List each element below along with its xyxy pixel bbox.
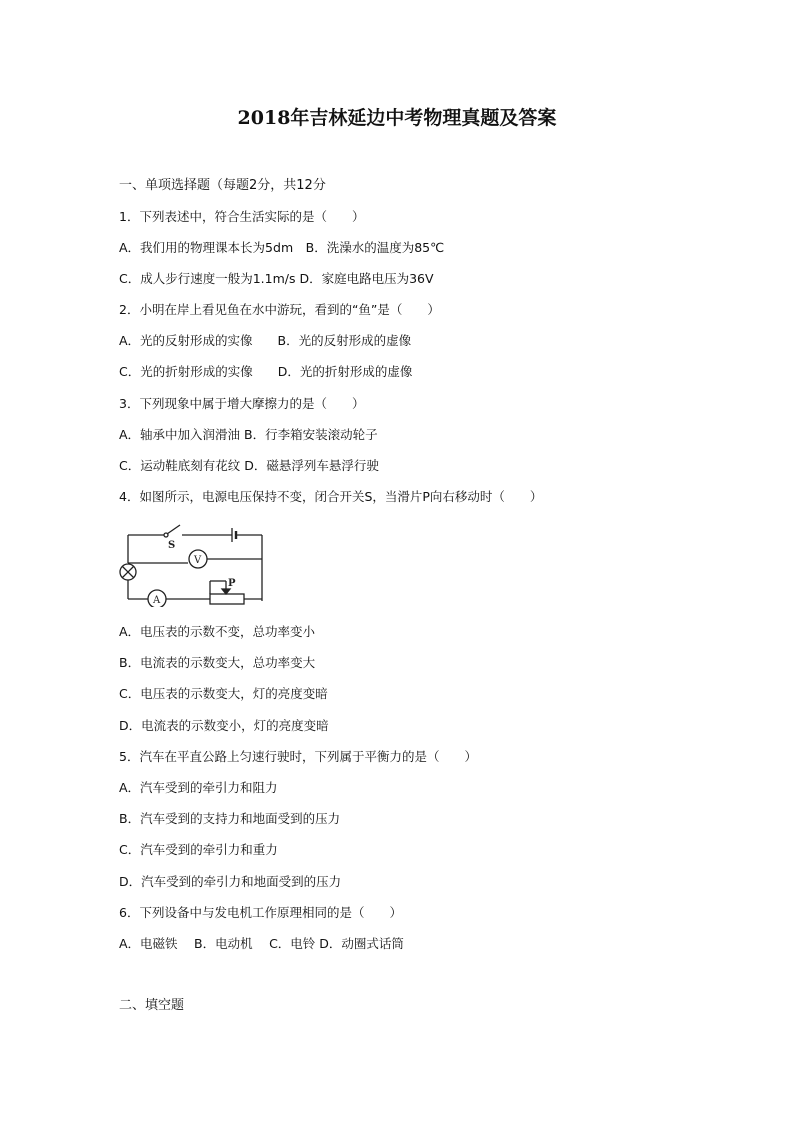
switch-label: S bbox=[168, 540, 176, 551]
question-2-stem: 2．小明在岸上看见鱼在水中游玩，看到的“鱼”是（ ） bbox=[119, 302, 440, 317]
question-1-stem: 1．下列表述中，符合生活实际的是（ ） bbox=[119, 209, 365, 224]
question-1-options-ab: A．我们用的物理课本长为5dm B．洗澡水的温度为85℃ bbox=[119, 240, 445, 255]
question-6-stem: 6．下列设备中与发电机工作原理相同的是（ ） bbox=[119, 905, 402, 920]
question-2-options-cd: C．光的折射形成的实像 D．光的折射形成的虚像 bbox=[119, 364, 413, 379]
circuit-diagram bbox=[116, 519, 268, 607]
question-4-option-c: C．电压表的示数变大，灯的亮度变暗 bbox=[119, 686, 328, 701]
question-5-option-d: D．汽车受到的牵引力和地面受到的压力 bbox=[119, 874, 342, 889]
question-3-stem: 3．下列现象中属于增大摩擦力的是（ ） bbox=[119, 396, 365, 411]
question-3-options-cd: C．运动鞋底刻有花纹 D．磁悬浮列车悬浮行驶 bbox=[119, 458, 379, 473]
question-5-option-b: B．汽车受到的支持力和地面受到的压力 bbox=[119, 811, 341, 826]
page-title: 2018年吉林延边中考物理真题及答案 bbox=[237, 107, 557, 129]
slider-arrow-icon bbox=[222, 589, 230, 594]
question-1-options-cd: C．成人步行速度一般为1.1m/s D．家庭电路电压为36V bbox=[119, 271, 434, 286]
rheostat-icon bbox=[210, 594, 244, 604]
question-3-options-ab: A．轴承中加入润滑油 B．行李箱安装滚动轮子 bbox=[119, 427, 378, 442]
section-heading-single-choice: 一、单项选择题（每题2分，共12分 bbox=[119, 178, 326, 193]
question-5-option-c: C．汽车受到的牵引力和重力 bbox=[119, 842, 278, 857]
question-2-options-ab: A．光的反射形成的实像 B．光的反射形成的虚像 bbox=[119, 333, 412, 348]
question-5-stem: 5．汽车在平直公路上匀速行驶时，下列属于平衡力的是（ ） bbox=[119, 749, 477, 764]
section-heading-fill-in: 二、填空题 bbox=[119, 998, 185, 1013]
ammeter-label: A bbox=[153, 595, 161, 606]
question-4-option-b: B．电流表的示数变大，总功率变大 bbox=[119, 655, 316, 670]
question-5-option-a: A．汽车受到的牵引力和阻力 bbox=[119, 780, 278, 795]
question-4-option-d: D．电流表的示数变小，灯的亮度变暗 bbox=[119, 718, 329, 733]
question-4-option-a: A．电压表的示数不变，总功率变小 bbox=[119, 624, 316, 639]
switch-lever bbox=[167, 525, 180, 534]
slider-label: P bbox=[228, 578, 236, 589]
question-4-stem: 4．如图所示，电源电压保持不变，闭合开关S，当滑片P向右移动时（ ） bbox=[119, 489, 543, 504]
question-6-options: A．电磁铁 B．电动机 C．电铃 D．动圈式话筒 bbox=[119, 936, 404, 951]
voltmeter-label: V bbox=[194, 555, 202, 566]
